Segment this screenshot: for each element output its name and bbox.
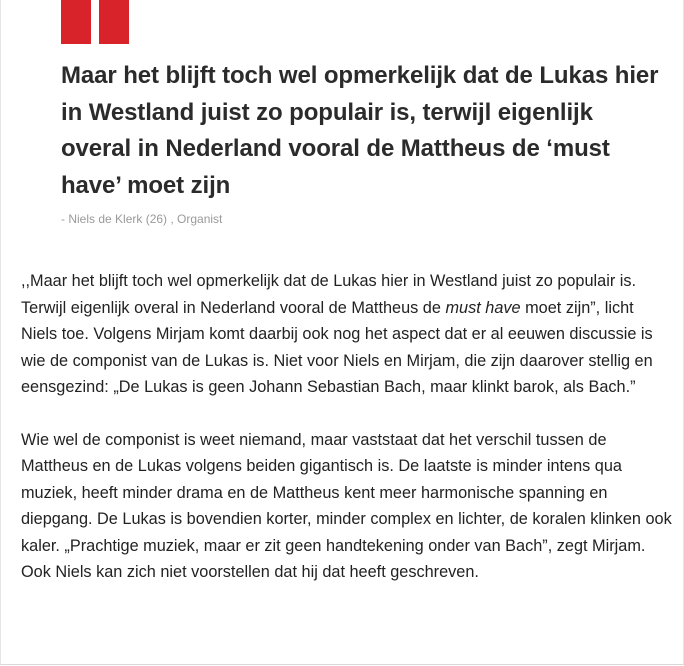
paragraph-1-emphasis: must have <box>445 298 521 317</box>
paragraph-1 <box>21 268 673 401</box>
article-body <box>21 268 673 612</box>
quote-mark-icon <box>61 0 129 44</box>
paragraph-2: Wie wel de componist is weet niemand, maar vaststaat dat het verschil tussen de Mattheus en de Lukas volgens beiden gigantisch is. De laatste is minder intens qua muziek, heeft minder drama en de Mattheus kent meer harmonische spanning en diepgang. De Lukas is bovendien korter, minder complex en lichter, de koralen klinken ook kaler. „Prachtige muziek, maar er zit geen handtekening onder van Bach”, zegt Mirjam. Ook Niels kan zich niet voorstellen dat hij dat heeft geschreven. <box>21 430 672 581</box>
quote-mark-left <box>61 0 91 44</box>
paragraph-1-part-b: moet zijn”, licht Niels toe. Volgens Mirjam komt daarbij ook nog het aspect dat er al eeuwen discussie is wie de componist van de Lukas is. Niet voor Niels en Mirjam, die zijn daarover stellig en eensgezind: „De Lukas is geen Johann Sebastian Bach, maar klinkt barok, als Bach.” <box>21 298 653 396</box>
pull-quote: Maar het blijft toch wel opmerkelijk dat de Lukas hier in Westland juist zo populair is, terwijl eigenlijk overal in Nederland vooral de Mattheus de ‘must have’ moet zijn <box>61 62 659 199</box>
paragraph-1-part-a: ,,Maar het blijft toch wel opmerkelijk dat de Lukas hier in Westland juist zo populair is. Terwijl eigenlijk overal in Nederland vooral de Mattheus de <box>21 272 637 317</box>
quote-mark-right <box>99 0 129 44</box>
quote-attribution: - Niels de Klerk (26) , Organist <box>61 212 223 226</box>
